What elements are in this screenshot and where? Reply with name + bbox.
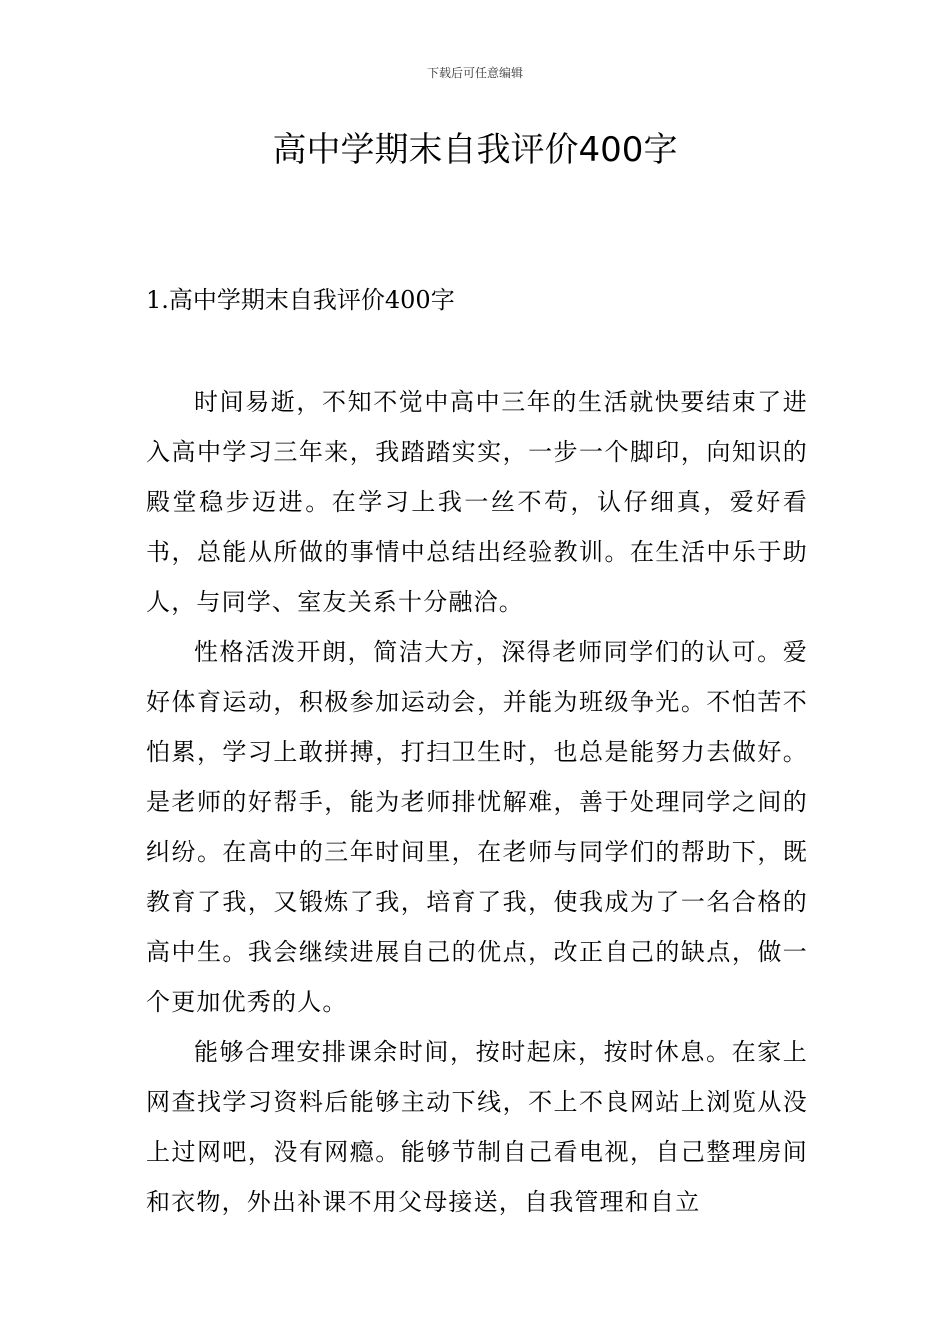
body-text <box>146 377 808 1227</box>
header-note: 下载后可任意编辑 <box>426 66 523 80</box>
paragraph: 时间易逝，不知不觉中高中三年的生活就快要结束了进入高中学习三年来，我踏踏实实，一步一个脚印，向知识的殿堂稳步迈进。在学习上我一丝不苟，认仔细真，爱好看书，总能从所做的事情中总结出经验教训。在生活中乐于助人，与同学、室友关系十分融洽。 <box>146 388 808 616</box>
paragraph: 能够合理安排课余时间，按时起床，按时休息。在家上网查找学习资料后能够主动下线，不上不良网站上浏览从没上过网吧，没有网瘾。能够节制自己看电视，自己整理房间和衣物，外出补课不用父母接送，自我管理和自立 <box>146 1038 808 1216</box>
section-heading: 1.高中学期末自我评价400字 <box>146 286 455 314</box>
page-title: 高中学期末自我评价400字 <box>272 130 678 170</box>
paragraph: 性格活泼开朗，简洁大方，深得老师同学们的认可。爱好体育运动，积极参加运动会，并能为班级争光。不怕苦不怕累，学习上敢拼搏，打扫卫生时，也总是能努力去做好。是老师的好帮手，能为老师排忧解难，善于处理同学之间的纠纷。在高中的三年时间里，在老师与同学们的帮助下，既教育了我，又锻炼了我，培育了我，使我成为了一名合格的高中生。我会继续进展自己的优点，改正自己的缺点，做一个更加优秀的人。 <box>146 638 808 1016</box>
